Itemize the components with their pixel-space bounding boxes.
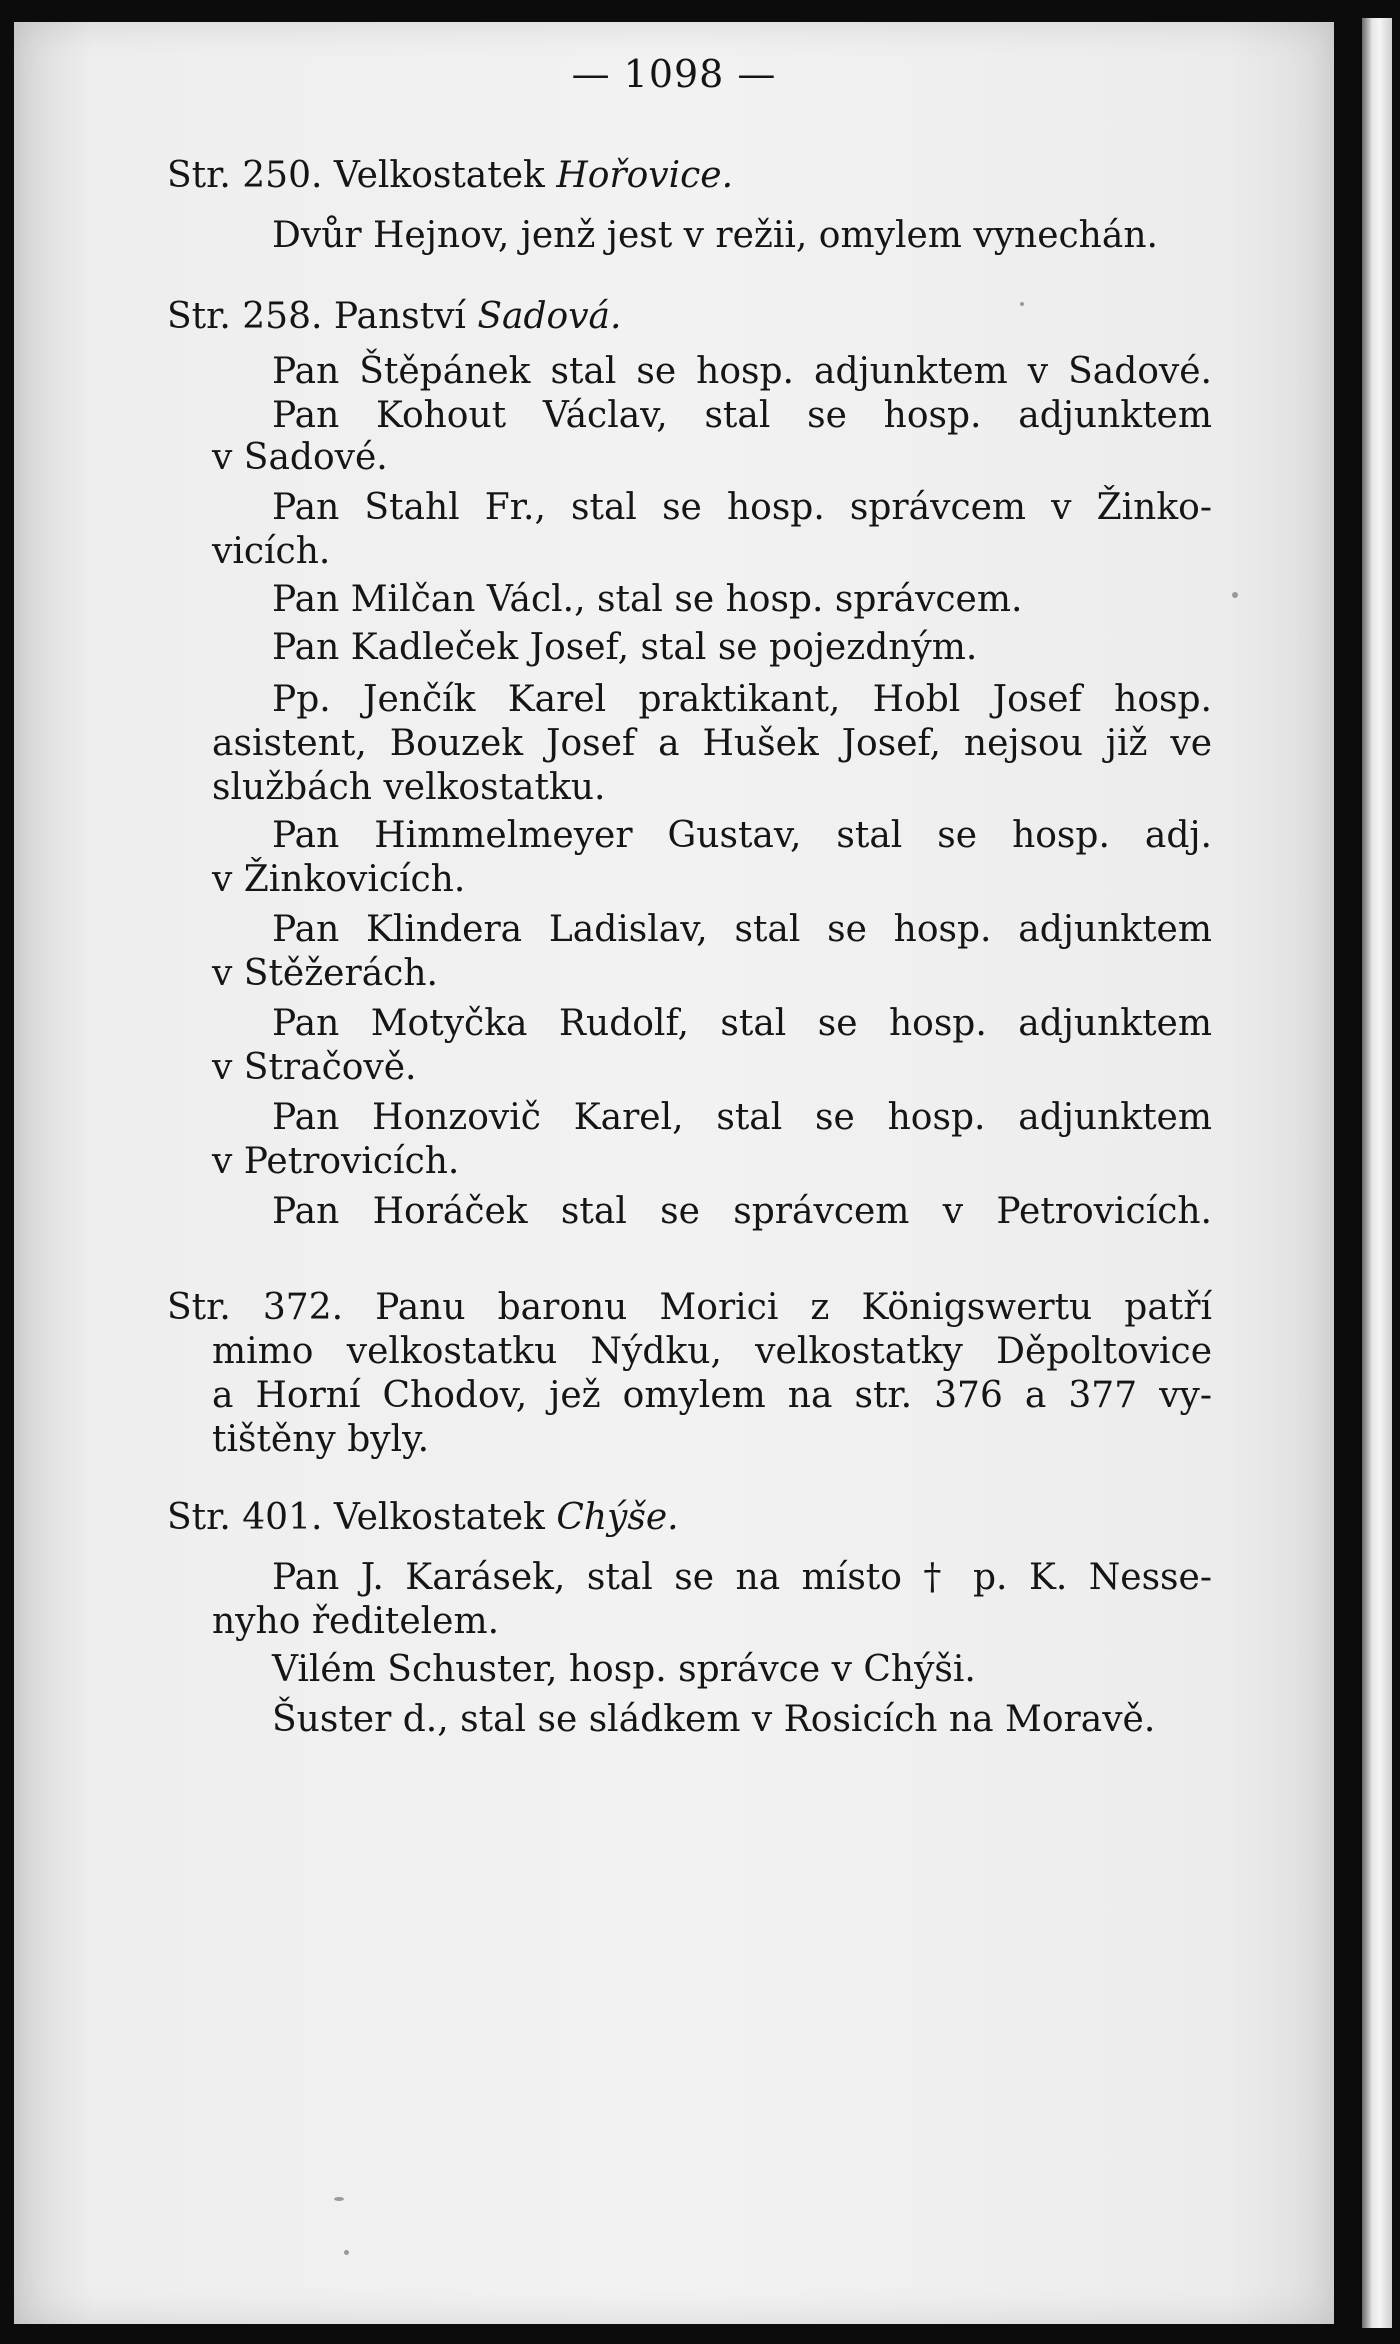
entry-401-line: Pan J. Karásek, stal se na místo † p. K. Nesse- <box>272 1557 1212 1598</box>
next-page-edge <box>1362 18 1392 2328</box>
scan-speck <box>344 2250 349 2255</box>
entry-258-line: Pp. Jenčík Karel praktikant, Hobl Josef hosp. <box>272 679 1212 720</box>
entry-258-line: Pan Štěpánek stal se hosp. adjunktem v Sadové. <box>272 351 1212 392</box>
entry-258-line: Pan Kohout Václav, stal se hosp. adjunktem <box>272 395 1212 436</box>
entry-258-line: Pan Horáček stal se správcem v Petrovicích. <box>272 1191 1212 1232</box>
entry-258-place: Sadová. <box>477 296 622 337</box>
entry-372-line: tištěny byly. <box>212 1419 430 1460</box>
entry-401-heading <box>167 1496 679 1540</box>
entry-258-heading-text: Str. 258. Panství <box>167 296 478 337</box>
entry-401-line: Šuster d., stal se sládkem v Rosicích na Moravě. <box>272 1699 1156 1740</box>
scan-speck <box>1232 592 1238 598</box>
page-number: — 1098 — <box>571 52 777 96</box>
entry-401-line: nyho ředitelem. <box>212 1601 500 1642</box>
scan-speck <box>1020 302 1024 306</box>
entry-250-heading <box>167 154 733 198</box>
entry-258-line: v Stěžerách. <box>212 953 438 994</box>
entry-258-line: Pan Stahl Fr., stal se hosp. správcem v Žinko- <box>272 487 1212 528</box>
entry-401-place: Chýše. <box>556 1497 679 1538</box>
entry-258-line: v Stračově. <box>212 1047 417 1088</box>
entry-258-line: asistent, Bouzek Josef a Hušek Josef, nejsou již ve <box>212 723 1212 764</box>
entry-258-line: Pan Himmelmeyer Gustav, stal se hosp. adj. <box>272 815 1212 856</box>
entry-401-heading-text: Str. 401. Velkostatek <box>167 1497 557 1538</box>
page-content <box>14 22 1334 2324</box>
entry-372-line: Str. 372. Panu baronu Morici z Königswertu patří <box>167 1287 1212 1328</box>
entry-258-line: službách velkostatku. <box>212 767 606 808</box>
entry-258-line: Pan Kadleček Josef, stal se pojezdným. <box>272 627 978 668</box>
entry-258-line: v Žinkovicích. <box>212 859 466 900</box>
entry-401-line: Vilém Schuster, hosp. správce v Chýši. <box>272 1649 976 1690</box>
entry-258-heading <box>167 295 621 339</box>
entry-250-place: Hořovice. <box>556 155 734 196</box>
entry-258-line: v Petrovicích. <box>212 1141 460 1182</box>
entry-258-line: Pan Milčan Václ., stal se hosp. správcem. <box>272 579 1023 620</box>
entry-258-line: Pan Klindera Ladislav, stal se hosp. adjunktem <box>272 909 1212 950</box>
entry-258-line: vicích. <box>212 531 331 572</box>
scan-speck <box>334 2197 344 2201</box>
book-page <box>14 22 1334 2324</box>
entry-372-line: mimo velkostatku Nýdku, velkostatky Děpoltovice <box>212 1331 1212 1372</box>
entry-250-line: Dvůr Hejnov, jenž jest v režii, omylem vynechán. <box>272 215 1158 256</box>
entry-258-line: Pan Motyčka Rudolf, stal se hosp. adjunktem <box>272 1003 1212 1044</box>
entry-372-line: a Horní Chodov, jež omylem na str. 376 a 377 vy- <box>212 1375 1212 1416</box>
entry-258-line: v Sadové. <box>212 437 388 478</box>
entry-250-heading-text: Str. 250. Velkostatek <box>167 155 557 196</box>
entry-258-line: Pan Honzovič Karel, stal se hosp. adjunktem <box>272 1097 1212 1138</box>
